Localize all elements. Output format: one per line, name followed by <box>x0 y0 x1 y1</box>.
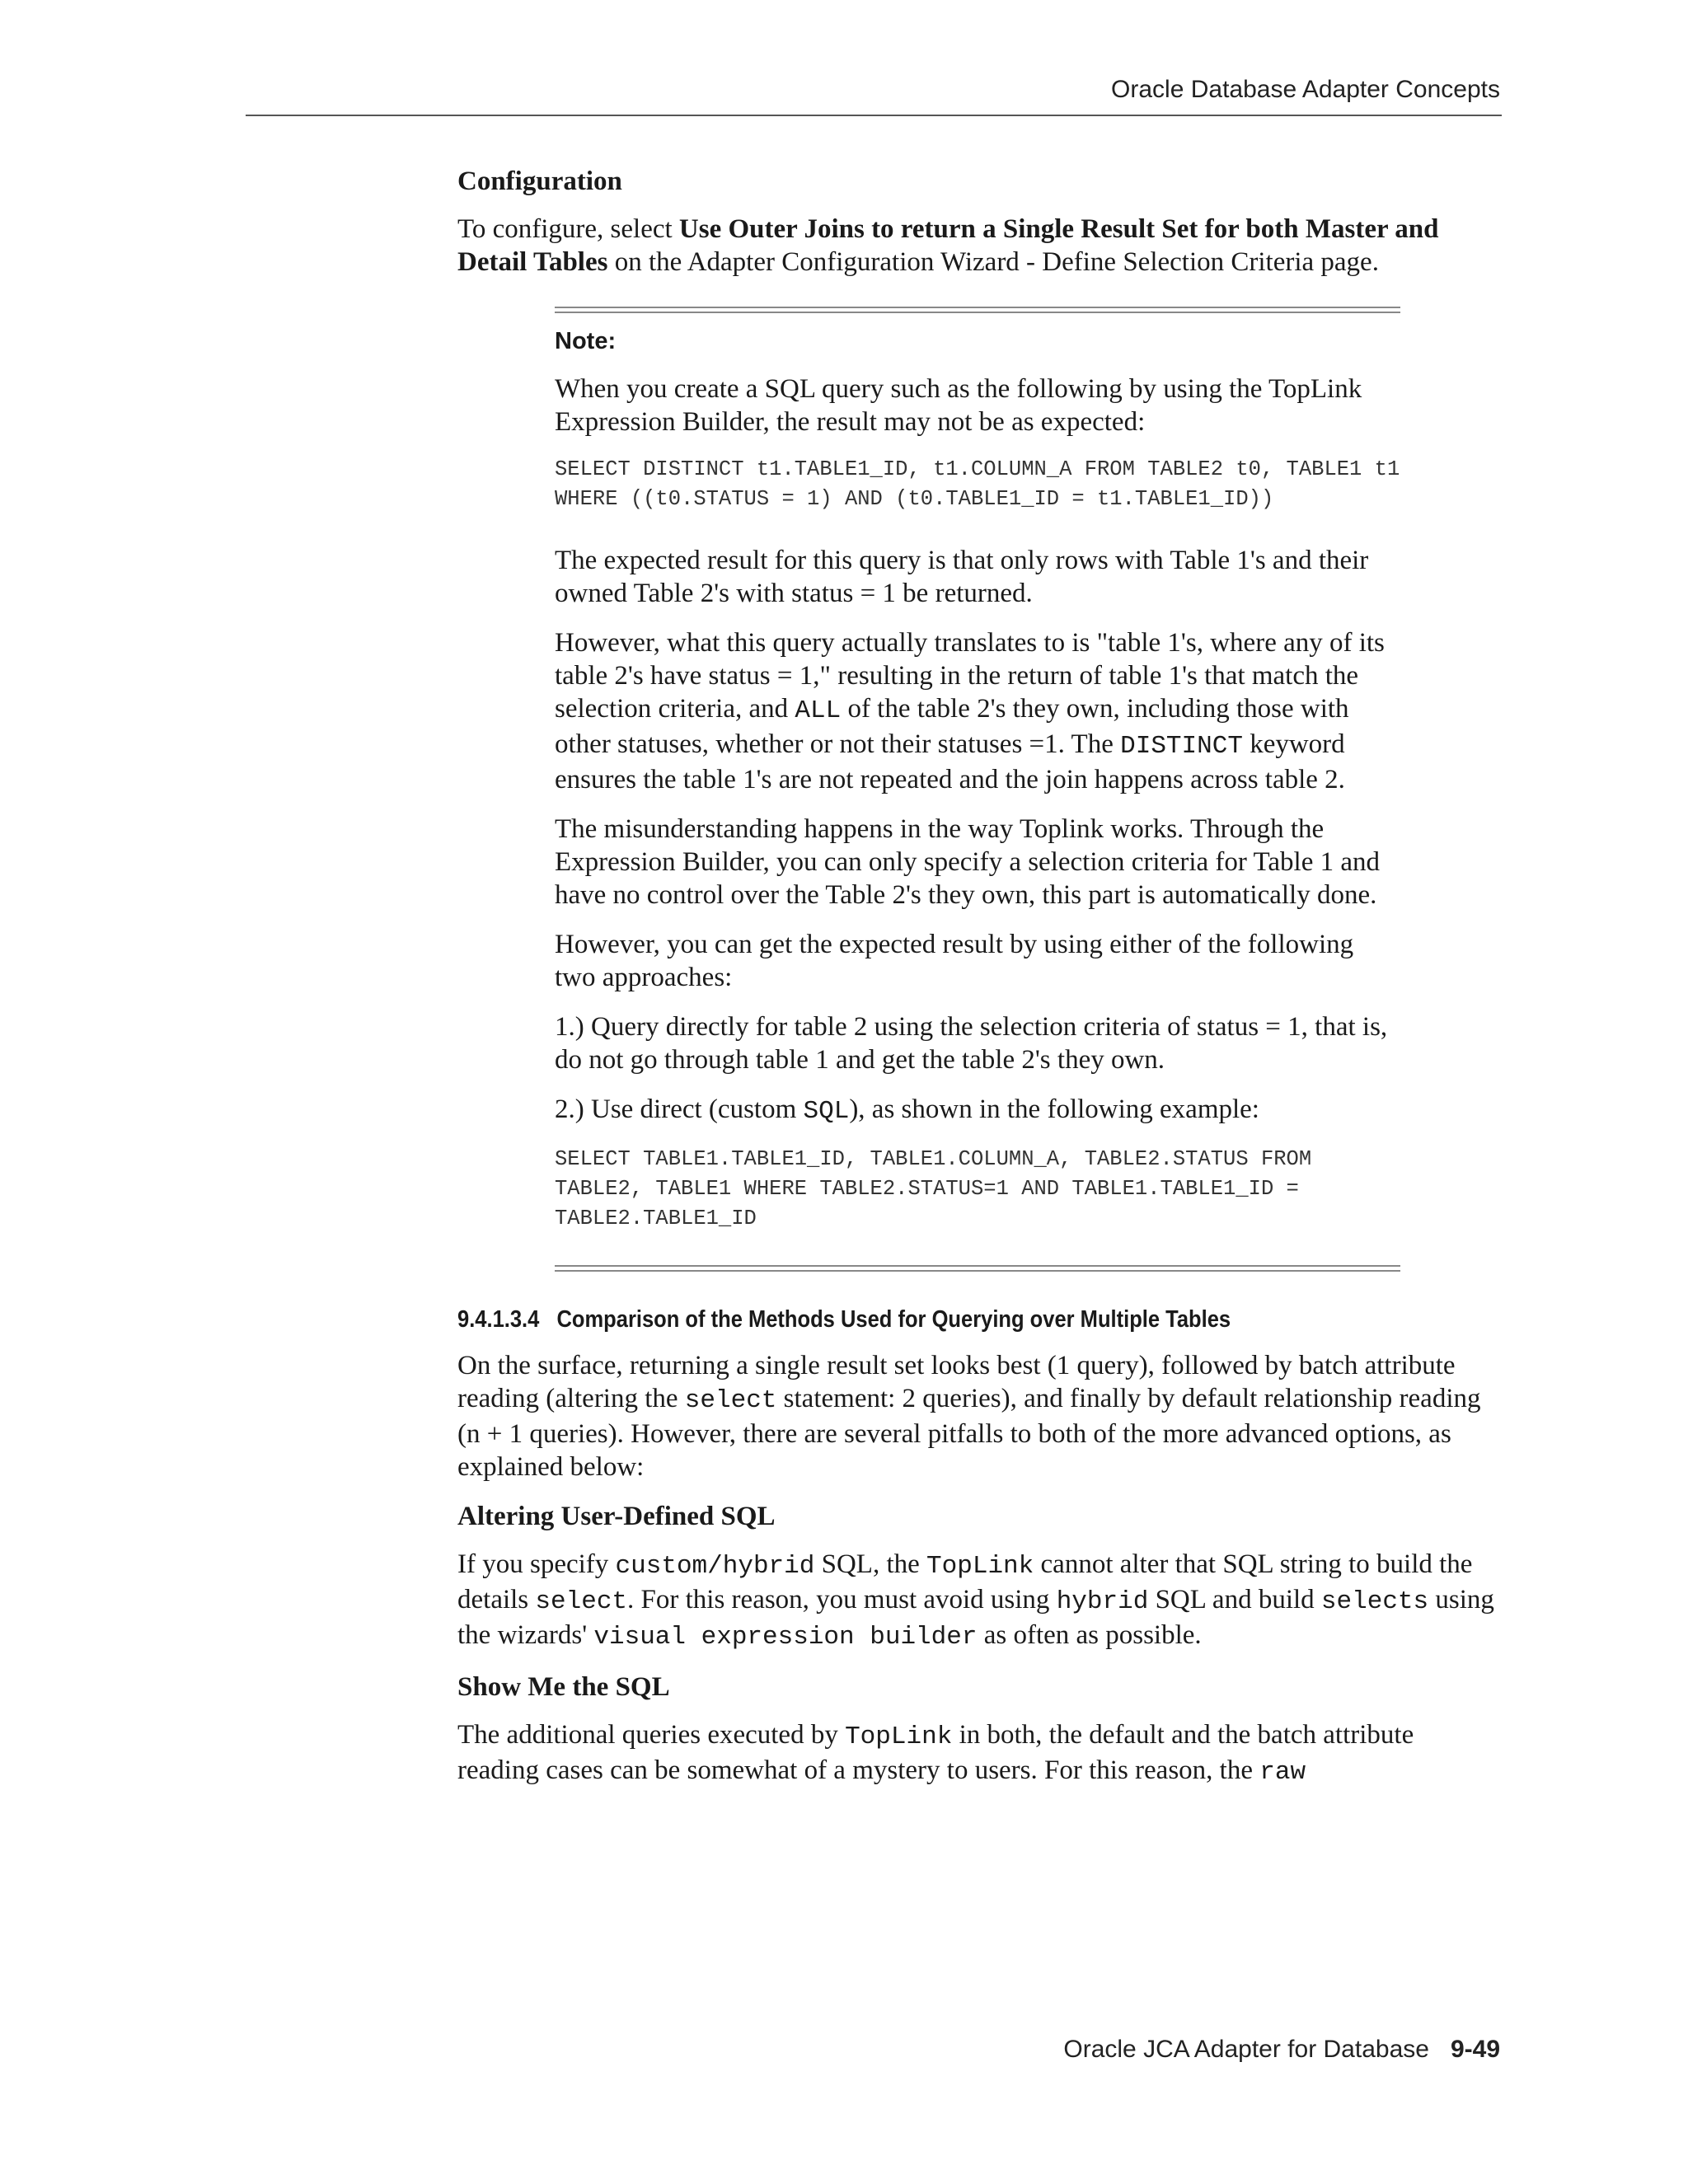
section-title: Comparison of the Methods Used for Querying over Multiple Tables <box>556 1306 1231 1333</box>
note-code-example-1: SELECT DISTINCT t1.TABLE1_ID, t1.COLUMN_A FROM TABLE2 t0, TABLE1 t1 WHERE ((t0.STATUS = 1) AND (t0.TABLE1_ID = t1.TABLE1_ID)) <box>555 457 1400 511</box>
show-me-sql-heading: Show Me the SQL <box>457 1672 670 1702</box>
altering-text-7: as often as possible. <box>977 1620 1202 1650</box>
showme-text-2: in both, the default and the batch attribute reading cases can be somewhat of a mystery to users. For this reason, the <box>457 1720 1414 1785</box>
note-code-example-2: SELECT TABLE1.TABLE1_ID, TABLE1.COLUMN_A, TABLE2.STATUS FROM TABLE2, TABLE1 WHERE TABLE2.STATUS=1 AND TABLE1.TABLE1_ID = TABLE2.TABLE1_ID <box>555 1147 1312 1230</box>
note-bottom-rule <box>555 1265 1400 1272</box>
note-distinct-keyword: DISTINCT <box>1120 732 1243 761</box>
altering-selects: selects <box>1320 1587 1429 1616</box>
altering-hybrid: hybrid <box>1056 1587 1149 1616</box>
footer-page-number: 9-49 <box>1450 2036 1500 2063</box>
showme-raw: raw <box>1259 1758 1306 1787</box>
configuration-heading: Configuration <box>457 166 622 196</box>
note-however-text-a: However, what this query actually translates to is "table 1's, where any of its table 2's have status = 1," resulting in the return of table 1's that match the selection criteria, and <box>555 628 1385 724</box>
showme-toplink: TopLink <box>845 1722 953 1751</box>
showme-text-1: The additional queries executed by <box>457 1720 846 1750</box>
altering-text-4: . For this reason, you must avoid using <box>627 1585 1057 1615</box>
configuration-paragraph <box>457 213 1502 279</box>
note-intro: When you create a SQL query such as the following by using the TopLink Expression Builder, the result may not be as expected: <box>555 374 1362 437</box>
section-heading <box>457 1305 1376 1334</box>
section-number: 9.4.1.3.4 <box>457 1306 540 1333</box>
altering-sql-heading: Altering User-Defined SQL <box>457 1502 776 1531</box>
section-paragraph <box>457 1349 1502 1483</box>
note-approach-2-text-b: ), as shown in the following example: <box>849 1094 1259 1124</box>
note-sql-keyword: SQL <box>803 1097 850 1126</box>
section-select-keyword: select <box>684 1386 777 1415</box>
note-misunderstanding-paragraph: The misunderstanding happens in the way Toplink works. Through the Expression Builder, you can only specify a selection criteria for Table 1 and have no control over the Table 2's they own, this part is automatically done. <box>555 814 1381 910</box>
altering-text-1: If you specify <box>457 1549 616 1579</box>
altering-toplink: TopLink <box>926 1552 1034 1581</box>
note-approach-2 <box>555 1093 1400 1128</box>
note-however-text-b: of the table 2's they own, including those with other statuses, whether or not their statuses =1. The <box>555 694 1349 759</box>
show-me-sql-paragraph <box>457 1718 1502 1789</box>
section-text-a: On the surface, returning a single result set looks best (1 query), followed by batch attribute reading (altering the <box>457 1351 1456 1413</box>
altering-text-6: using the wizards' <box>457 1585 1494 1650</box>
altering-select: select <box>535 1587 628 1616</box>
note-box <box>555 307 1400 1272</box>
altering-text-3: cannot alter that SQL string to build the details <box>457 1549 1473 1615</box>
page-footer <box>1063 2036 1500 2064</box>
note-however-text-c: keyword ensures the table 1's are not repeated and the join happens across table 2. <box>555 729 1345 794</box>
configuration-option-name: Use Outer Joins to return a Single Result Set for both Master and Detail Tables <box>457 214 1439 277</box>
note-all-keyword: ALL <box>795 696 842 725</box>
footer-book-title: Oracle JCA Adapter for Database <box>1063 2036 1429 2063</box>
note-approach-1: 1.) Query directly for table 2 using the selection criteria of status = 1, that is, do not go through table 1 and get the table 2's they own. <box>555 1012 1388 1075</box>
altering-text-5: SQL and build <box>1148 1585 1321 1615</box>
altering-sql-paragraph <box>457 1548 1502 1654</box>
header-rule <box>246 115 1502 116</box>
configuration-text-1: To configure, select <box>457 214 679 244</box>
altering-visual-expression-builder: visual expression builder <box>593 1623 978 1652</box>
note-however-paragraph <box>555 626 1400 796</box>
note-top-rule <box>555 307 1400 313</box>
altering-custom-hybrid: custom/hybrid <box>615 1552 815 1581</box>
page-content <box>457 165 1502 1806</box>
configuration-text-2: on the Adapter Configuration Wizard - Define Selection Criteria page. <box>607 247 1379 277</box>
altering-text-2: SQL, the <box>814 1549 927 1579</box>
note-approach-2-text-a: 2.) Use direct (custom <box>555 1094 804 1124</box>
note-expected-paragraph: The expected result for this query is that only rows with Table 1's and their owned Table 2's with status = 1 be returned. <box>555 546 1369 608</box>
note-approaches-intro: However, you can get the expected result by using either of the following two approaches: <box>555 930 1354 992</box>
note-label: Note: <box>555 328 617 354</box>
running-header: Oracle Database Adapter Concepts <box>1111 76 1500 103</box>
section-text-b: statement: 2 queries), and finally by default relationship reading (n + 1 queries). However, there are several pitfalls to both of the more advanced options, as explained below: <box>457 1384 1481 1482</box>
